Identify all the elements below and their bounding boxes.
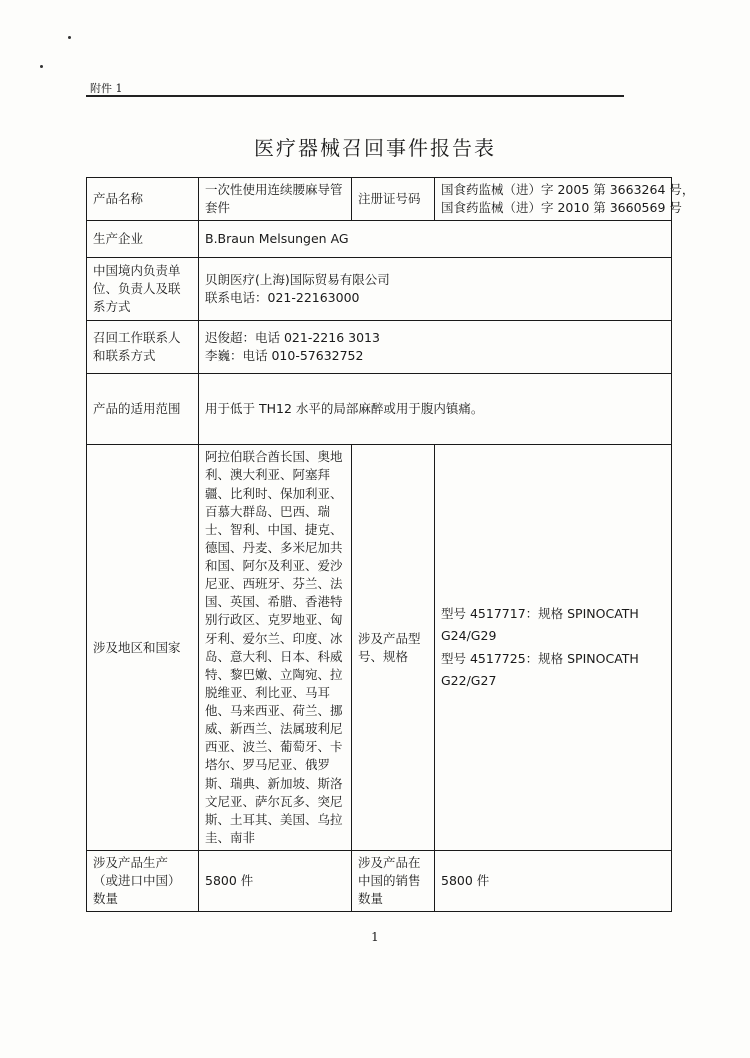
manufacturer-label: 生产企业: [87, 221, 199, 258]
regions-label: 涉及地区和国家: [87, 445, 199, 851]
recall-contact-line: 李巍：电话 010-57632752: [205, 348, 364, 364]
reg-no-value: [435, 178, 695, 221]
scope-label: 产品的适用范围: [87, 374, 199, 445]
product-name-label: 产品名称: [87, 178, 199, 221]
qty-sold-label: 涉及产品在中国的销售数量: [352, 851, 435, 912]
table-row: [87, 221, 672, 258]
model-line: 型号 4517717：规格 SPINOCATH G24/G29: [441, 605, 639, 644]
scope-value: 用于低于 TH12 水平的局部麻醉或用于腹内镇痛。: [199, 374, 672, 445]
qty-produced-label: 涉及产品生产（或进口中国）数量: [87, 851, 199, 912]
table-row: [87, 258, 672, 321]
reg-no-label: 注册证号码: [352, 178, 435, 221]
china-unit-line: 联系电话：021-22163000: [205, 290, 360, 306]
table-row: [87, 321, 672, 374]
recall-contact-line: 迟俊超：电话 021-2216 3013: [205, 330, 380, 346]
reg-no-line: 国食药监械（进）字 2005 第 3663264 号，: [441, 182, 695, 197]
qty-sold-value: 5800 件: [435, 851, 672, 912]
table-row: [87, 374, 672, 445]
china-unit-value: [199, 258, 672, 321]
china-unit-label: 中国境内负责单位、负责人及联系方式: [87, 258, 199, 321]
table-row: [87, 851, 672, 912]
document-title: 医疗器械召回事件报告表: [254, 136, 496, 160]
models-value: [435, 445, 672, 851]
table-row: [87, 445, 672, 851]
attachment-label: 附件 1: [90, 82, 123, 95]
product-name-value: 一次性使用连续腰麻导管套件: [199, 178, 352, 221]
model-line: 型号 4517725：规格 SPINOCATH G22/G27: [441, 650, 639, 689]
table-row: [87, 178, 672, 221]
recall-contact-label: 召回工作联系人和联系方式: [87, 321, 199, 374]
china-unit-line: 贝朗医疗(上海)国际贸易有限公司: [205, 272, 390, 288]
recall-contact-value: [199, 321, 672, 374]
page-number: 1: [371, 930, 379, 944]
qty-produced-value: 5800 件: [199, 851, 352, 912]
manufacturer-value: B.Braun Melsungen AG: [199, 221, 672, 258]
regions-value: 阿拉伯联合酋长国、奥地利、澳大利亚、阿塞拜疆、比利时、保加利亚、百慕大群岛、巴西、瑞士、智利、中国、捷克、德国、丹麦、多米尼加共和国、阿尔及利亚、爱沙尼亚、西班牙、芬兰、法国、英国、希腊、香港特别行政区、克罗地亚、匈牙利、爱尔兰、印度、冰岛、意大利、日本、科威特、黎巴嫩、立陶宛、拉脱维亚、利比亚、马耳他、马来西亚、荷兰、挪威、新西兰、法属玻利尼西亚、波兰、葡萄牙、卡塔尔、罗马尼亚、俄罗斯、瑞典、新加坡、斯洛文尼亚、萨尔瓦多、突尼斯、土耳其、美国、乌拉圭、南非: [199, 445, 352, 851]
reg-no-line: 国食药监械（进）字 2010 第 3660569 号: [441, 200, 682, 216]
recall-report-table: [86, 177, 695, 912]
header-rule: [86, 95, 624, 97]
models-label: 涉及产品型号、规格: [352, 445, 435, 851]
